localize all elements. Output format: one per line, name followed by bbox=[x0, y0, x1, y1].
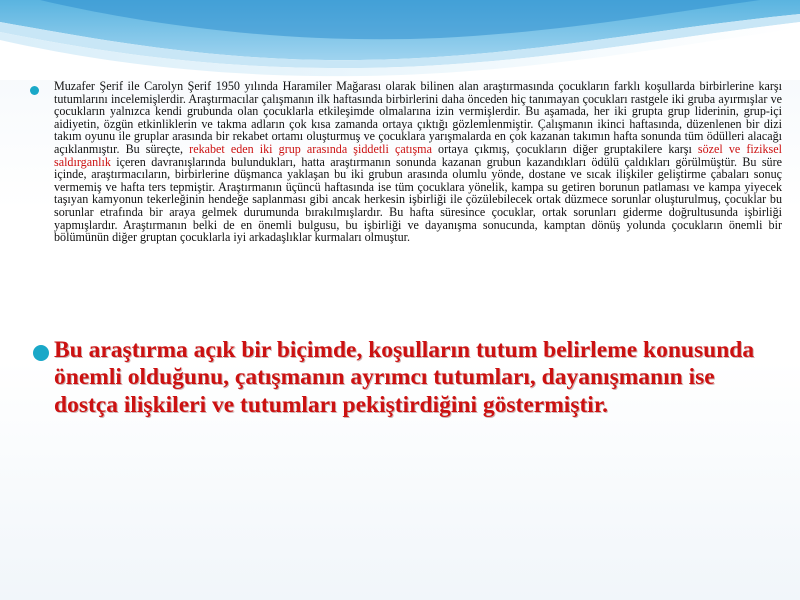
paragraph-text: ortaya çıkmış, çocukların diğer gruptakilere karşı bbox=[431, 141, 698, 156]
paragraph-text: Muzafer Şerif ile Carolyn Şerif 1950 yılında Haramiler Mağarası olarak bilinen alan araştırmasında çocukların farklı koşullarda birbirlerine karşı tutumlarını incelemişlerdir. Araştırmacılar çalışmanın ilk haftasında birbirlerini daha önceden hiç tanımayan çocukları rastgele iki gruba ayırmışlar ve çocukların yalnızca kendi grubunda olan çocuklarla etkileşimde olmalarına izin vermişlerdir. Bu aşamada, her iki grupta grup liderinin, grup-içi aidiyetin, özgün etkinliklerin ve takma adların çok kısa zamanda ortaya çıktığı gözlemlenmiştir. Çalışmanın ikinci haftasında, düzenlenen bir dizi takım oyunu ile gruplar arasında bir rekabet ortamı oluşturmuş ve çocuklara yarışmalarda en çok kazanan takımın hafta sonunda tüm ödülleri alacağı açıklanmıştır. Bu süreçte, bbox=[54, 79, 782, 156]
bullet-icon bbox=[30, 86, 39, 95]
bullet-icon bbox=[33, 345, 49, 361]
highlight-text: sözel ve fiziksel saldırganlık bbox=[54, 141, 782, 169]
highlight-text: rekabet eden iki grup arasında şiddetli çatışma bbox=[189, 141, 432, 156]
conclusion-paragraph: Bu araştırma açık bir biçimde, koşulların tutum belirleme konusunda önemli olduğunu, çatışmanın ayrımcı tutumları, dayanışmanın ise dostça ilişkileri ve tutumları pekiştirdiğini göstermiştir. bbox=[54, 337, 755, 418]
paragraph-text: içeren davranışlarında bulundukları, hatta araştırmanın sonunda kazanan grubun kazandıkları ödülü çaldıkları görülmüştür. Bu süre içinde, araştırmacıların, birbirlerine düşmanca yaklaşan bu iki grubun arasında olumlu yönde, dostane ve sıcak ilişkiler geliştirme çabaları sonuç vermemiş ve hafta ters tepmiştir. Araştırmanın üçüncü haftasında ise tüm çocuklara yönelik, kampa su getiren borunun patlaması ve kampa yiyecek taşıyan kamyonun tekerleğinin hendeğe saplanması gibi ancak herkesin işbirliği ile çözülebilecek ortak düzmece sorunlar oluşturulmuş, çocuklar bu sorunlar etrafında bir araya gelmek durumunda bırakılmışlardır. Bu hafta süresince çocuklar, ortak sorunları giderme doğrultusunda işbirliği yapmışlardır. Araştırmanın belki de en önemli bulgusu, bu işbirliği ve dayanışma sonucunda, kamptan dönüş yolunda çocukların önemli bir bölümünün diğer gruptan çocuklarla iyi arkadaşlıklar kurmaları olmuştur. bbox=[54, 154, 782, 245]
study-description-paragraph bbox=[54, 80, 782, 244]
